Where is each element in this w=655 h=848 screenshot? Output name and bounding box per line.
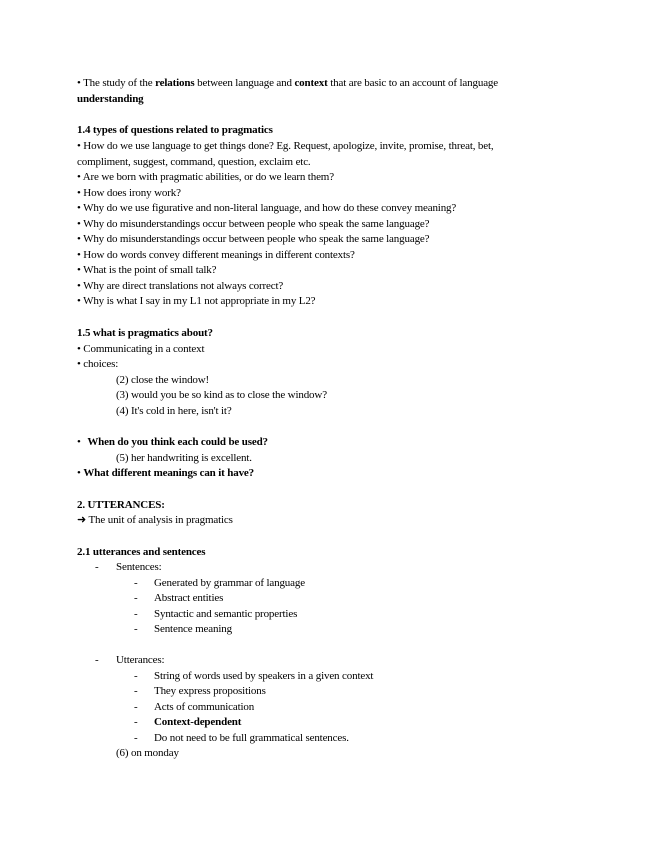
arrow-icon: ➜ (77, 514, 87, 526)
list-dash: - (134, 577, 138, 589)
question-line: • How do words convey different meanings in different contexts? (77, 249, 355, 261)
list-dash: - (134, 732, 138, 744)
utterances-label: Utterances: (116, 654, 165, 666)
list-item: They express propositions (154, 685, 266, 697)
intro-text: The study of the (83, 77, 153, 89)
term-relations: relations (155, 77, 195, 89)
list-dash: - (134, 592, 138, 604)
section-heading-2-1: 2.1 utterances and sentences (77, 546, 206, 558)
question-meanings (77, 466, 254, 482)
question-text: When do you think each could be used? (87, 436, 268, 448)
question-line: • Why do misunderstandings occur between people who speak the same language? (77, 218, 430, 230)
list-item: Acts of communication (154, 701, 255, 713)
list-dash: - (134, 670, 138, 682)
term-context: context (294, 77, 328, 89)
example-line: (4) It's cold in here, isn't it? (116, 405, 232, 417)
question-line: • How do we use language to get things done? Eg. Request, apologize, invite, promise, threat, bet, (77, 140, 494, 152)
list-dash: - (134, 716, 138, 728)
bullet: • (77, 436, 81, 448)
bullet: • (77, 467, 81, 479)
example-line: (5) her handwriting is excellent. (116, 452, 252, 464)
list-dash: - (95, 654, 99, 666)
section-heading-1-5: 1.5 what is pragmatics about? (77, 327, 213, 339)
question-line: • What is the point of small talk? (77, 264, 217, 276)
list-item: String of words used by speakers in a given context (154, 670, 374, 682)
intro-text: between language and (197, 77, 292, 89)
section-heading-1-4: 1.4 types of questions related to pragmatics (77, 124, 273, 136)
example-line: (3) would you be so kind as to close the window? (116, 389, 327, 401)
list-item: Abstract entities (154, 592, 224, 604)
bullet: • (77, 77, 81, 89)
list-item: Sentence meaning (154, 623, 232, 635)
unit-text: The unit of analysis in pragmatics (88, 514, 233, 526)
example-line: (2) close the window! (116, 374, 210, 386)
term-understanding: understanding (77, 93, 144, 105)
list-dash: - (95, 561, 99, 573)
question-line: • How does irony work? (77, 187, 181, 199)
list-dash: - (134, 685, 138, 697)
question-line: • Why is what I say in my L1 not appropriate in my L2? (77, 295, 316, 307)
bullet-line: • Communicating in a context (77, 343, 205, 355)
list-item: Generated by grammar of language (154, 577, 305, 589)
unit-line (77, 513, 233, 529)
list-dash: - (134, 701, 138, 713)
list-item: Do not need to be full grammatical sentences. (154, 732, 349, 744)
intro-text: that are basic to an account of language (330, 77, 499, 89)
section-heading-2: 2. UTTERANCES: (77, 499, 165, 511)
bullet-line: • choices: (77, 358, 119, 370)
question-line: • Why are direct translations not always correct? (77, 280, 284, 292)
intro-line-1 (77, 76, 498, 92)
example-line: (6) on monday (116, 747, 179, 759)
question-line: • Why do misunderstandings occur between people who speak the same language? (77, 233, 430, 245)
sentences-label: Sentences: (116, 561, 162, 573)
list-item: Syntactic and semantic properties (154, 608, 298, 620)
list-item-bold: Context-dependent (154, 716, 242, 728)
list-dash: - (134, 623, 138, 635)
question-line: • Why do we use figurative and non-literal language, and how do these convey meaning? (77, 202, 457, 214)
question-when (77, 435, 268, 451)
list-dash: - (134, 608, 138, 620)
question-line: compliment, suggest, command, question, exclaim etc. (77, 156, 311, 168)
question-line: • Are we born with pragmatic abilities, or do we learn them? (77, 171, 334, 183)
question-text: What different meanings can it have? (83, 467, 255, 479)
